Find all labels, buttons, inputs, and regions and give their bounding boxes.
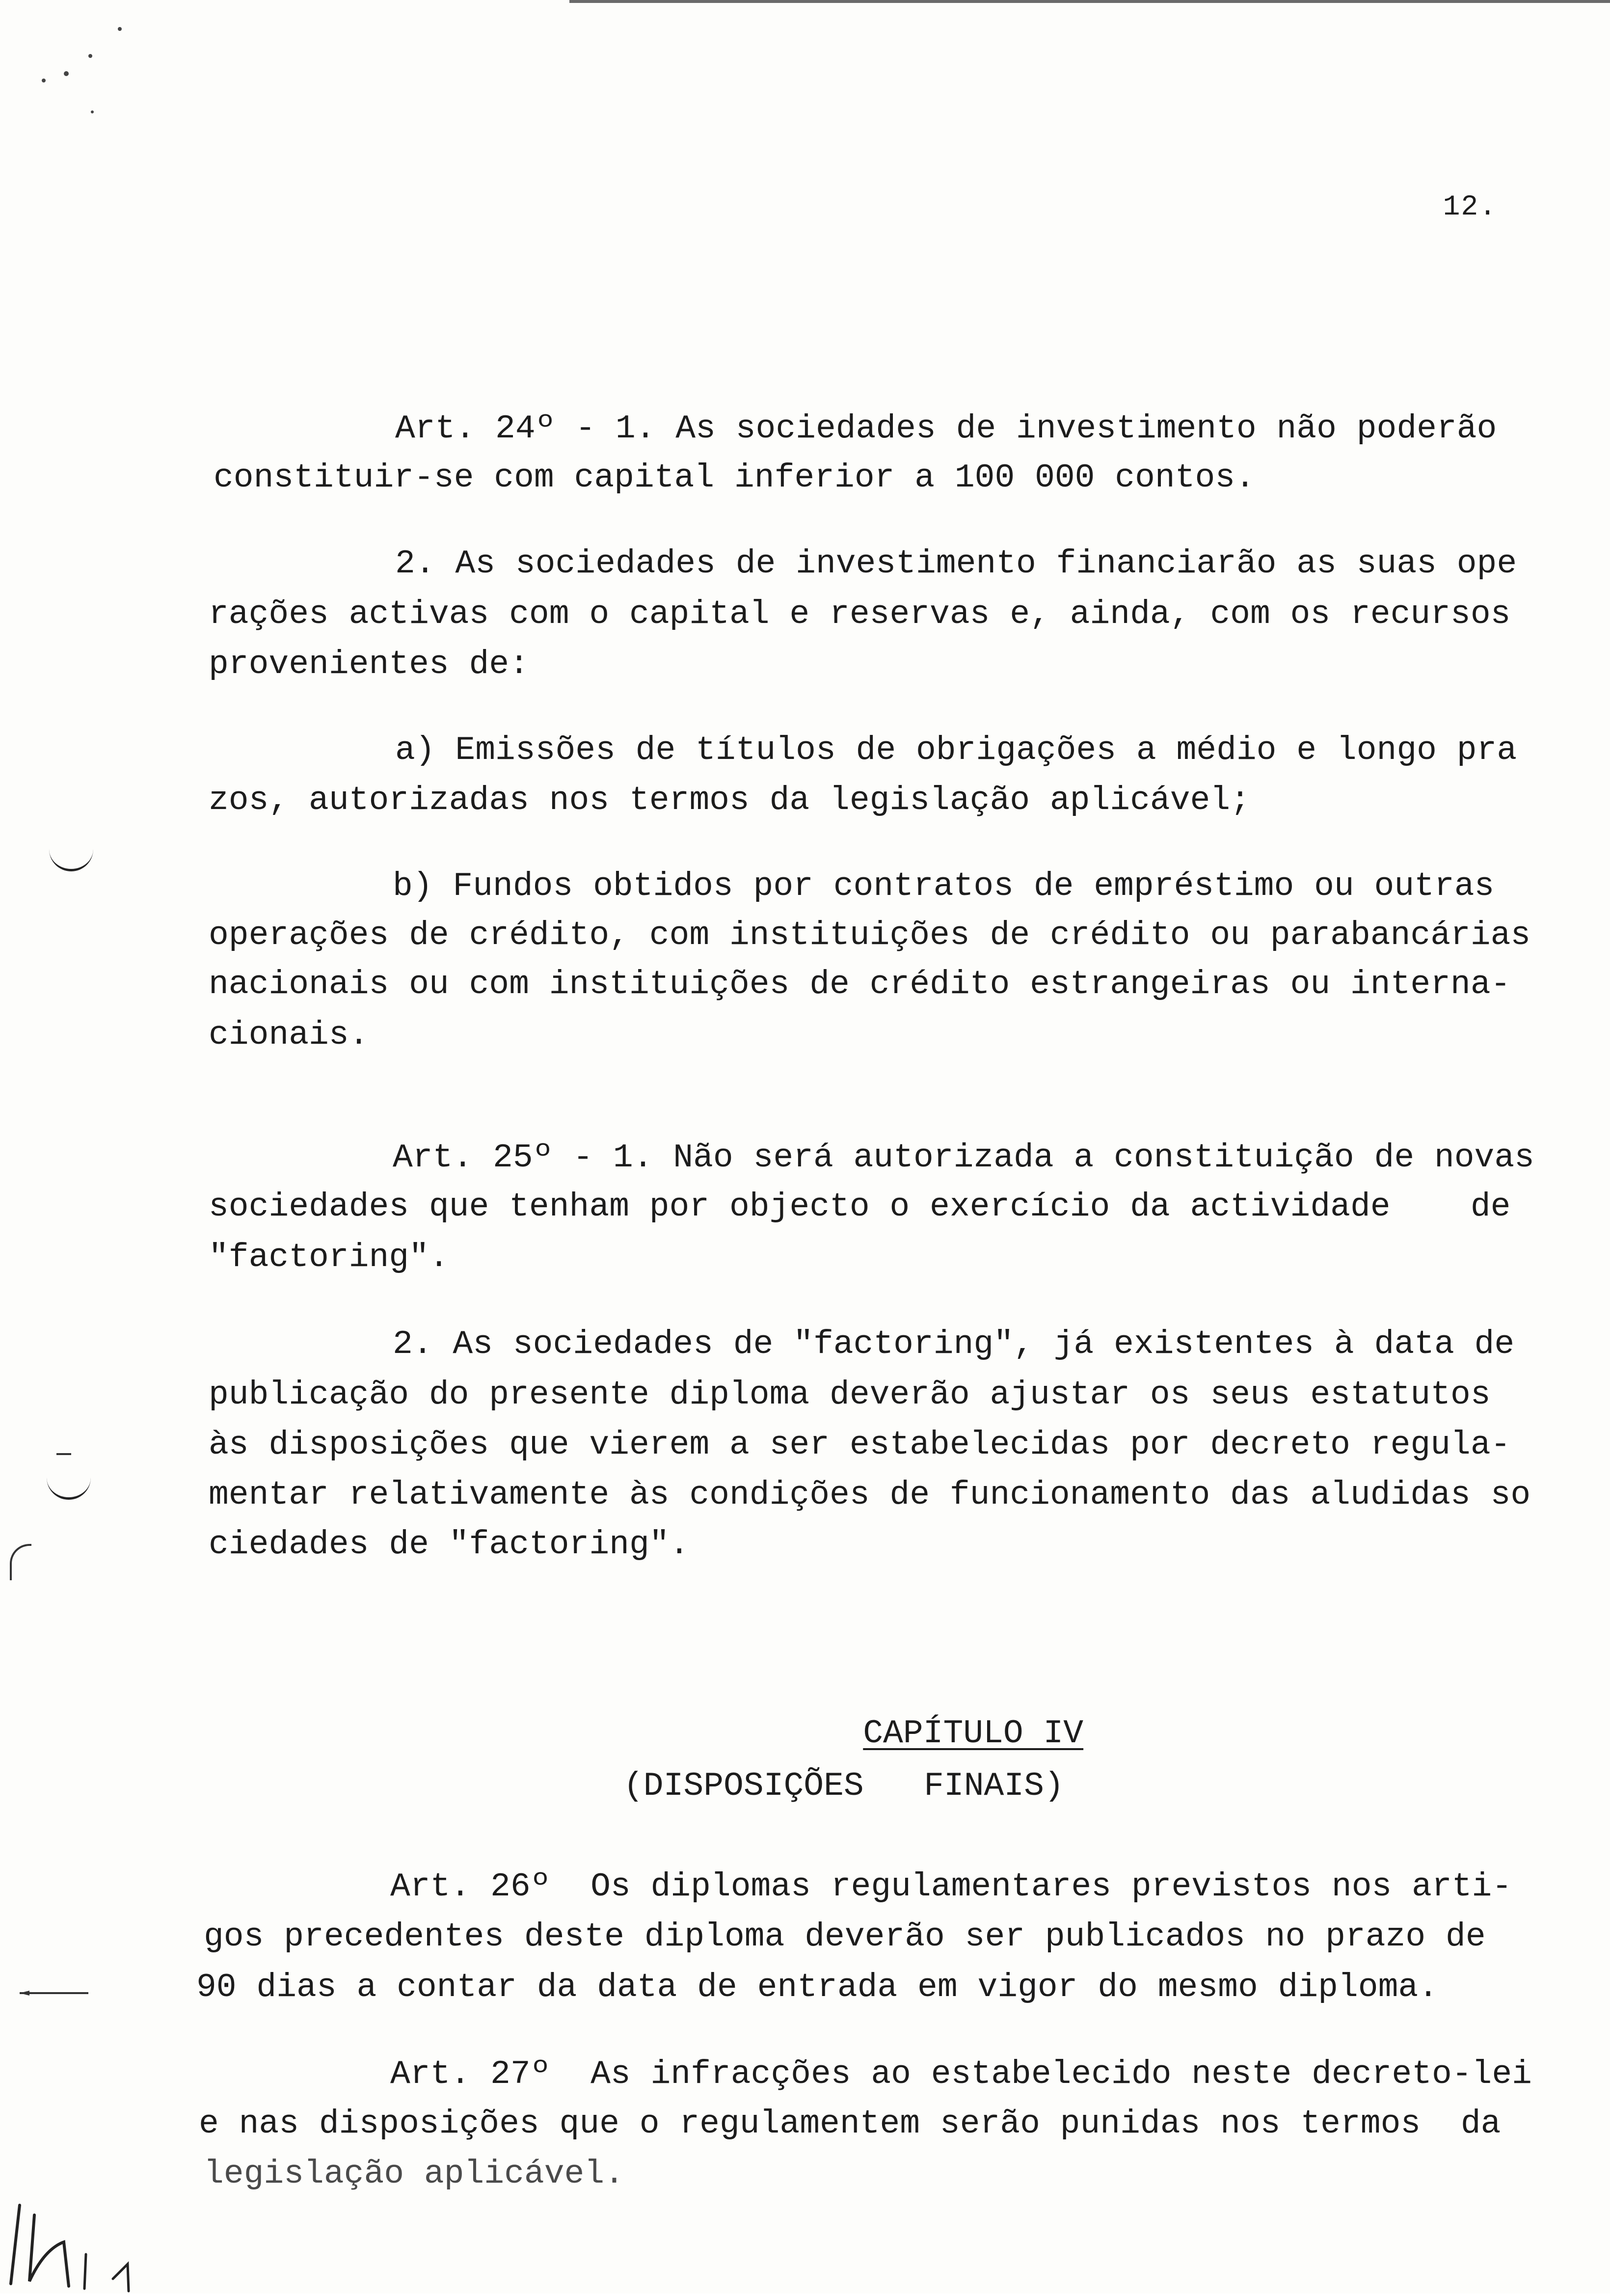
page-number: 12. (1443, 191, 1497, 223)
art24-p2-line: 2. As sociedades de investimento financiarão as suas ope (395, 545, 1517, 583)
art25-p1-line: "factoring". (209, 1239, 449, 1276)
art24-p1-line: constituir-se com capital inferior a 100 000 contos. (214, 459, 1255, 497)
art25-p2-line: às disposições que vierem a ser estabelecidas por decreto regula- (209, 1426, 1511, 1464)
ink-speck (88, 54, 92, 58)
chapter-subtitle: (DISPOSIÇÕES FINAIS) (623, 1767, 1064, 1805)
art24-item-a-line: a) Emissões de títulos de obrigações a médio e longo pra (395, 731, 1517, 769)
art27-line: legislação aplicável. (204, 2155, 624, 2193)
art25-p2-line: 2. As sociedades de "factoring", já existentes à data de (393, 1325, 1515, 1363)
ink-speck (118, 27, 122, 31)
art24-item-b-line: cionais. (209, 1016, 369, 1054)
handwritten-initials (0, 2195, 167, 2294)
top-edge-rule (569, 0, 1610, 3)
art26-line: gos precedentes deste diploma deverão ser publicados no prazo de (204, 1918, 1486, 1956)
art24-item-b-line: operações de crédito, com instituições de crédito ou parabancárias (209, 917, 1531, 954)
art24-p2-line: provenientes de: (209, 646, 529, 683)
art25-p2-line: ciedades de "factoring". (209, 1526, 690, 1564)
ink-speck (64, 71, 69, 76)
art24-item-a-line: zos, autorizadas nos termos da legislação aplicável; (209, 782, 1250, 819)
art26-line: 90 dias a contar da data de entrada em vigor do mesmo diploma. (196, 1969, 1439, 2006)
ink-speck (91, 110, 94, 113)
art25-p1-line: sociedades que tenham por objecto o exercício da actividade de (209, 1188, 1511, 1226)
art24-item-b-line: nacionais ou com instituições de crédito estrangeiras ou interna- (209, 966, 1511, 1003)
ink-speck (42, 79, 46, 82)
art25-p2-line: publicação do presente diploma deverão ajustar os seus estatutos (209, 1376, 1491, 1414)
art25-p1-line: Art. 25º - 1. Não será autorizada a constituição de novas (393, 1139, 1534, 1177)
art24-p2-line: rações activas com o capital e reservas e, ainda, com os recursos (209, 595, 1511, 633)
art27-line: Art. 27º As infracções ao estabelecido neste decreto-lei (390, 2055, 1532, 2093)
margin-curve-mark (49, 849, 93, 871)
art26-line: Art. 26º Os diplomas regulamentares previstos nos arti- (390, 1868, 1512, 1906)
chapter-title: CAPÍTULO IV (863, 1715, 1084, 1753)
art25-p2-line: mentar relativamente às condições de funcionamento das aludidas so (209, 1476, 1531, 1514)
art24-item-b-line: b) Fundos obtidos por contratos de empréstimo ou outras (393, 867, 1495, 905)
art24-p1-line: Art. 24º - 1. As sociedades de investimento não poderão (395, 410, 1497, 448)
art27-line: e nas disposições que o regulamentem serão punidas nos termos da (199, 2105, 1501, 2143)
